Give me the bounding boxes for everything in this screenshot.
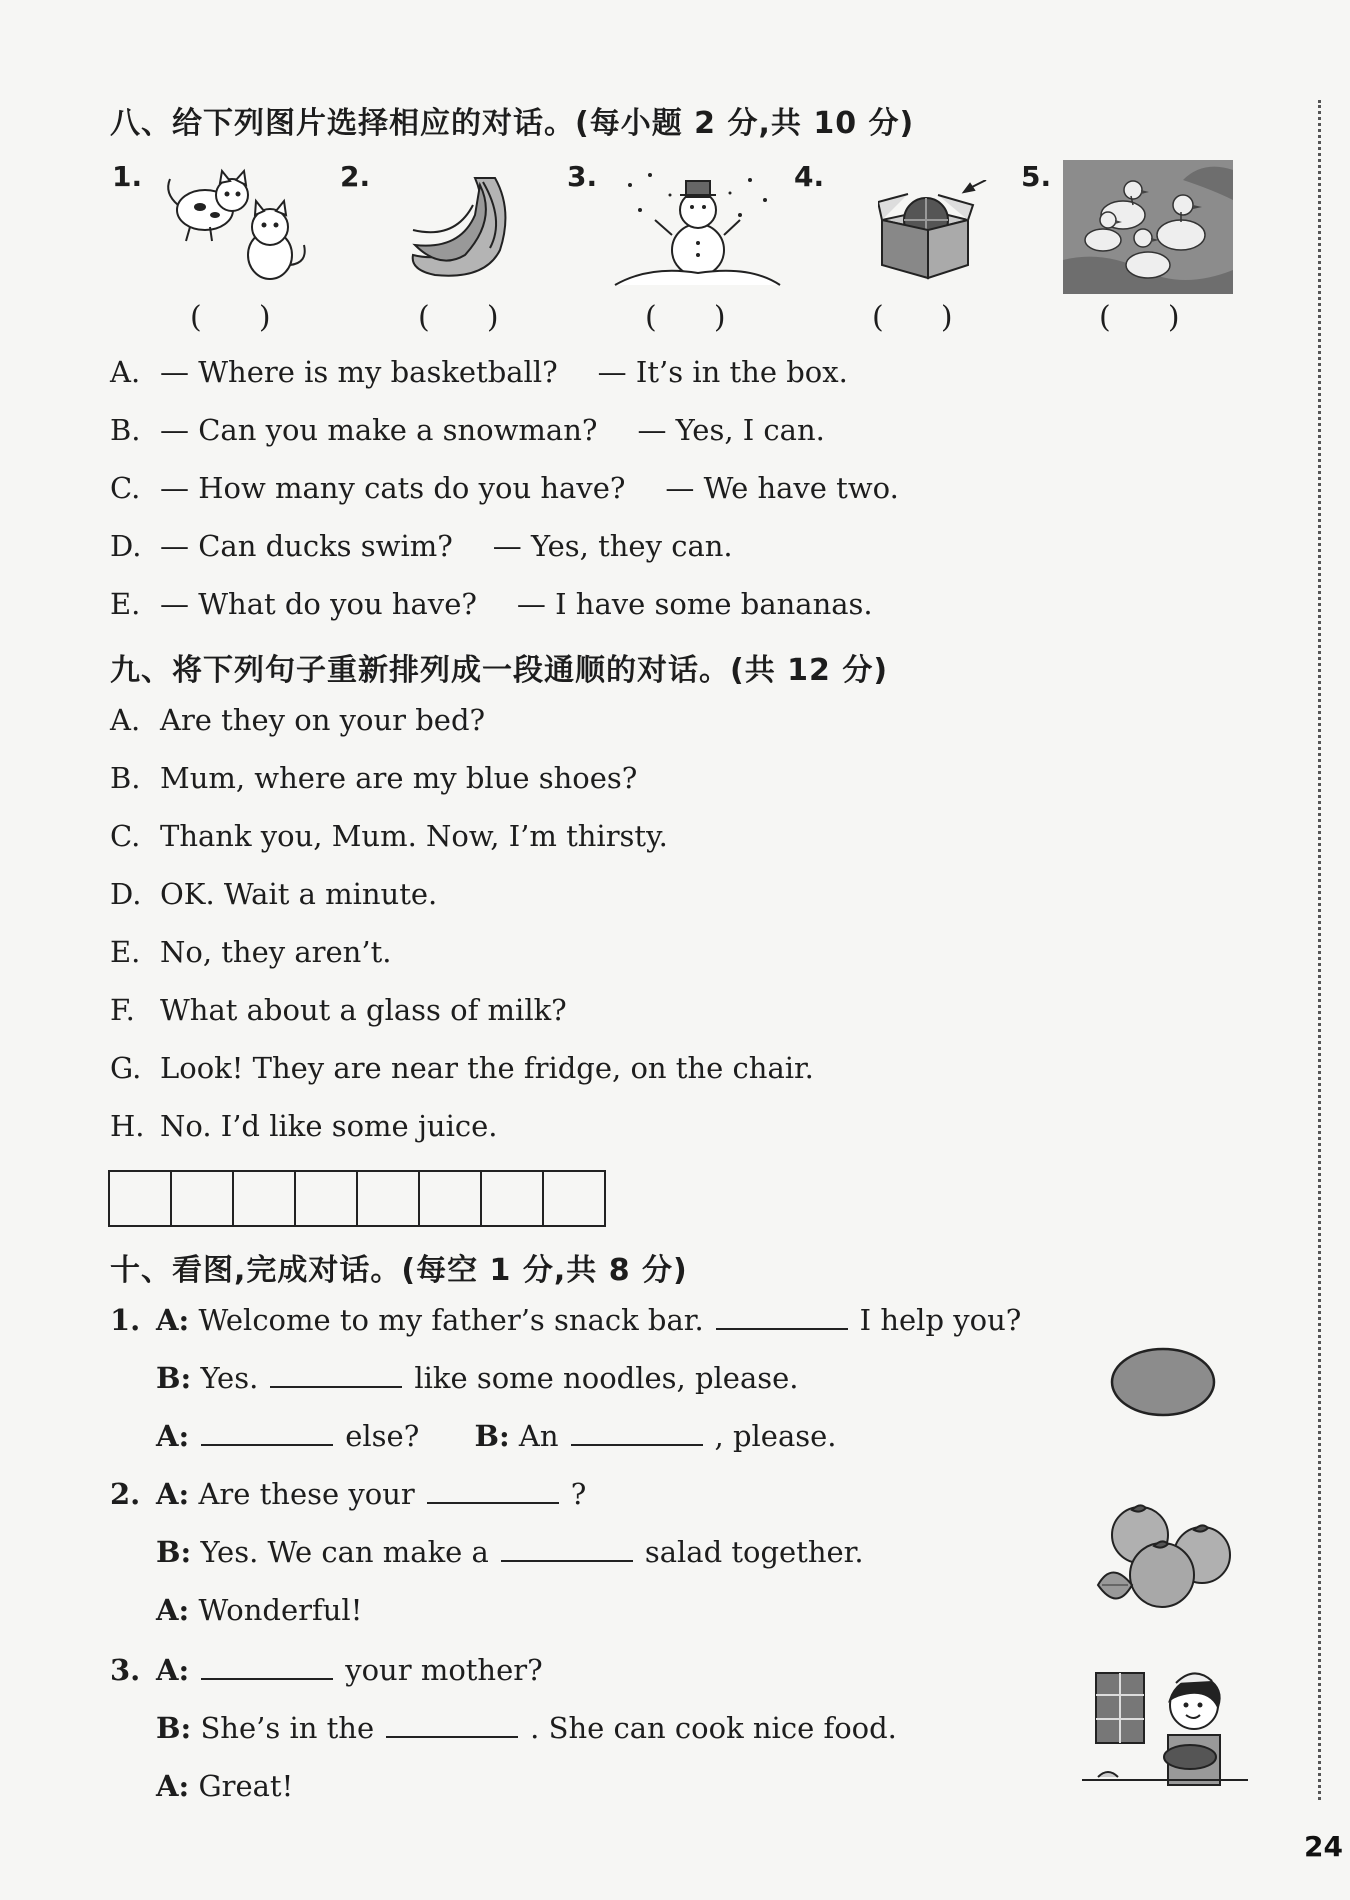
dialogue-1-line-1: 1. A: Welcome to my father’s snack bar. I help you? xyxy=(110,1303,1022,1337)
option-e: E. — What do you have? — I have some bananas. xyxy=(110,587,873,621)
answer-cell[interactable] xyxy=(172,1172,234,1225)
ducks-icon xyxy=(1063,160,1233,294)
margin-dotted-line xyxy=(1318,100,1321,1800)
egg-icon xyxy=(1108,1345,1218,1420)
dialogue-2-line-2: B: Yes. We can make a salad together. xyxy=(156,1535,864,1569)
picture-number-1: 1. xyxy=(112,160,143,193)
answer-cell[interactable] xyxy=(420,1172,482,1225)
bananas-icon xyxy=(405,170,525,285)
blank-input[interactable] xyxy=(427,1478,559,1504)
sentence-c: C. Thank you, Mum. Now, I’m thirsty. xyxy=(110,819,668,853)
blank-input[interactable] xyxy=(386,1712,518,1738)
answer-cell[interactable] xyxy=(358,1172,420,1225)
answer-cell[interactable] xyxy=(234,1172,296,1225)
dialogue-1-line-2: B: Yes. like some noodles, please. xyxy=(156,1361,799,1395)
picture-number-5: 5. xyxy=(1021,160,1052,193)
snowman-icon xyxy=(610,165,785,290)
blank-input[interactable] xyxy=(501,1536,633,1562)
picture-number-4: 4. xyxy=(794,160,825,193)
answer-cell[interactable] xyxy=(110,1172,172,1225)
section-10-heading: 十、看图,完成对话。(每空 1 分,共 8 分) xyxy=(110,1253,688,1288)
answer-paren-4[interactable]: ( ) xyxy=(872,300,953,335)
dialogue-3-line-3: A: Great! xyxy=(156,1769,294,1803)
answer-paren-3[interactable]: ( ) xyxy=(645,300,726,335)
answer-cell[interactable] xyxy=(296,1172,358,1225)
blank-input[interactable] xyxy=(716,1304,848,1330)
oranges-icon xyxy=(1092,1500,1234,1615)
answer-paren-2[interactable]: ( ) xyxy=(418,300,499,335)
section-9-heading: 九、将下列句子重新排列成一段通顺的对话。(共 12 分) xyxy=(110,653,889,688)
sentence-h: H. No. I’d like some juice. xyxy=(110,1109,498,1143)
dialogue-2-line-1: 2. A: Are these your ? xyxy=(110,1477,587,1511)
answer-paren-1[interactable]: ( ) xyxy=(190,300,271,335)
sentence-d: D. OK. Wait a minute. xyxy=(110,877,438,911)
blank-input[interactable] xyxy=(270,1362,402,1388)
answer-paren-5[interactable]: ( ) xyxy=(1099,300,1180,335)
option-a: A. — Where is my basketball? — It’s in the box. xyxy=(110,355,848,389)
sentence-g: G. Look! They are near the fridge, on the chair. xyxy=(110,1051,814,1085)
dialogue-1-line-3: A: else? B: An , please. xyxy=(156,1419,837,1453)
picture-number-3: 3. xyxy=(567,160,598,193)
picture-number-2: 2. xyxy=(340,160,371,193)
answer-cell[interactable] xyxy=(482,1172,544,1225)
page-number: 24 xyxy=(1304,1830,1343,1863)
answer-cell[interactable] xyxy=(544,1172,604,1225)
sentence-e: E. No, they aren’t. xyxy=(110,935,392,969)
option-d: D. — Can ducks swim? — Yes, they can. xyxy=(110,529,733,563)
blank-input[interactable] xyxy=(201,1654,333,1680)
basketball-in-box-icon xyxy=(878,180,993,280)
mother-cooking-icon xyxy=(1078,1665,1250,1795)
sentence-a: A. Are they on your bed? xyxy=(110,703,486,737)
option-b: B. — Can you make a snowman? — Yes, I can. xyxy=(110,413,825,447)
blank-input[interactable] xyxy=(571,1420,703,1446)
option-c: C. — How many cats do you have? — We have two. xyxy=(110,471,899,505)
dialogue-3-line-2: B: She’s in the . She can cook nice food. xyxy=(156,1711,897,1745)
ordering-answer-grid xyxy=(108,1170,606,1227)
sentence-f: F. What about a glass of milk? xyxy=(110,993,567,1027)
blank-input[interactable] xyxy=(201,1420,333,1446)
cats-icon xyxy=(160,165,315,295)
dialogue-2-line-3: A: Wonderful! xyxy=(156,1593,363,1627)
dialogue-3-line-1: 3. A: your mother? xyxy=(110,1653,543,1687)
section-8-heading: 八、给下列图片选择相应的对话。(每小题 2 分,共 10 分) xyxy=(110,106,915,141)
sentence-b: B. Mum, where are my blue shoes? xyxy=(110,761,638,795)
